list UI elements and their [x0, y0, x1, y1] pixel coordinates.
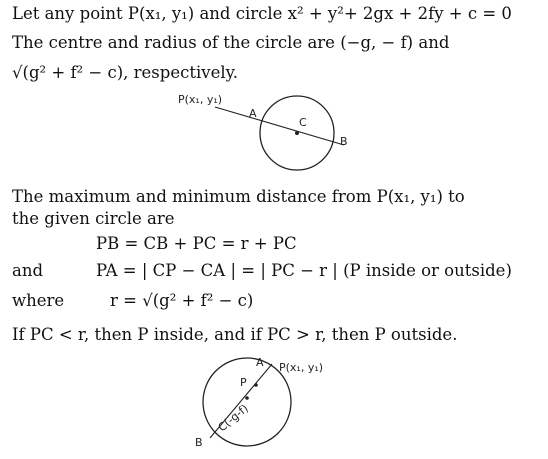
fig2-p-label: P — [240, 376, 247, 389]
figure-point-inside — [186, 352, 356, 456]
intro-line-1: Let any point P(x₁, y₁) and circle x² + y²+ 2gx + 2fy + c = 0 — [12, 4, 512, 23]
fig1-b-label: B — [340, 135, 348, 148]
distance-line-2: the given circle are — [12, 209, 175, 228]
conclusion-line: If PC < r, then P inside, and if PC > r, then P outside. — [12, 325, 458, 344]
fig2-a-label: A — [256, 356, 264, 369]
and-label: and — [12, 261, 44, 280]
equation-pa: PA = | CP − CA | = | PC − r | (P inside or outside) — [96, 261, 512, 280]
fig1-centre-dot — [295, 131, 299, 135]
fig2-point-label: P(x₁, y₁) — [279, 361, 324, 374]
fig2-centre-dot — [245, 396, 249, 400]
equation-pb: PB = CB + PC = r + PC — [96, 234, 297, 253]
intro-line-3: √(g² + f² − c), respectively. — [12, 63, 238, 82]
fig1-secant-line — [215, 107, 344, 145]
fig1-point-label: P(x₁, y₁) — [178, 93, 223, 106]
fig2-point-p-dot — [254, 383, 258, 387]
fig2-c-label: C(-g-f) — [215, 401, 251, 435]
figure-point-outside — [160, 88, 380, 180]
where-label: where — [12, 291, 65, 310]
equation-radius: r = √(g² + f² − c) — [110, 291, 254, 310]
fig1-c-label: C — [299, 116, 307, 129]
intro-line-2: The centre and radius of the circle are (−g, − f) and — [12, 33, 450, 52]
fig1-a-label: A — [249, 107, 257, 120]
distance-line-1: The maximum and minimum distance from P(x₁, y₁) to — [12, 187, 465, 206]
fig2-circle — [203, 358, 291, 446]
fig2-b-label: B — [195, 436, 203, 449]
